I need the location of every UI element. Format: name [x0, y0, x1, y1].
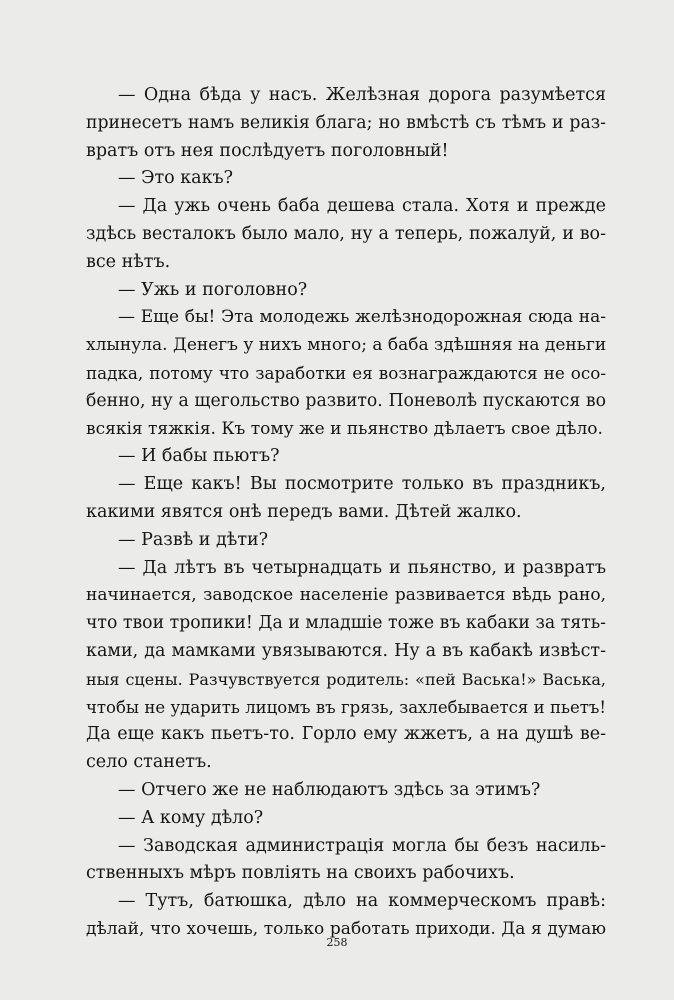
- text-line: — Развѣ и дѣти?: [118, 529, 269, 550]
- text-line: хлынула. Денегъ у нихъ много; а баба здѣшняя на деньги: [86, 335, 607, 356]
- text-line: ственныхъ мѣръ повліять на своихъ рабочихъ.: [86, 863, 515, 884]
- text-line: Да еще какъ пьетъ-то. Горло ему жжетъ, а на душѣ ве-: [86, 724, 606, 745]
- text-line: здѣсь весталокъ было мало, ну а теперь, пожалуй, и во-: [86, 223, 606, 244]
- text-line: — Еще какъ! Вы посмотрите только въ праздникъ,: [118, 474, 606, 495]
- text-line: — Да ужь очень баба дешева стала. Хотя и прежде: [118, 196, 606, 217]
- text-line: бенно, ну а щегольство развито. Поневолѣ пускаются во: [86, 390, 606, 411]
- text-line: — Да лѣтъ въ четырнадцать и пьянство, и развратъ: [118, 557, 606, 578]
- text-line: — Это какъ?: [118, 168, 234, 189]
- text-line: — Ужь и поголовно?: [118, 279, 308, 300]
- text-line: — Отчего же не наблюдаютъ здѣсь за этимъ?: [118, 779, 541, 800]
- text-line: село станетъ.: [86, 752, 212, 773]
- text-line: начинается, заводское населеніе развивается вѣдь рано,: [86, 585, 606, 606]
- text-line: что твои тропики! Да и младшіе тоже въ кабаки за тять-: [86, 613, 606, 634]
- text-line: — Еще бы! Эта молодежь желѣзнодорожная сюда на-: [118, 307, 606, 328]
- text-line: какими явятся онѣ передъ вами. Дѣтей жалко.: [86, 501, 522, 522]
- text-line: всякія тяжкія. Къ тому же и пьянство дѣлаетъ свое дѣло.: [86, 418, 603, 439]
- text-line: — И бабы пьютъ?: [118, 446, 280, 467]
- text-line: — Одна бѣда у насъ. Желѣзная дорога разумѣется: [118, 85, 606, 105]
- page-number: 258: [326, 936, 348, 949]
- text-line: — А кому дѣло?: [118, 807, 264, 828]
- text-line: ныя сцены. Разчувствуется родитель: «пей Васька!» Васька,: [86, 669, 606, 689]
- text-line: падка, потому что заработки ея вознаграждаются не осо-: [86, 362, 606, 383]
- text-line: ками, да мамками увязываются. Ну а въ кабакѣ извѣст-: [86, 640, 606, 661]
- text-line: дѣлай, что хочешь, только работать приходи. Да я думаю: [86, 918, 606, 939]
- text-line: вратъ отъ нея послѣдуетъ поголовный!: [86, 140, 449, 161]
- text-line: все нѣтъ.: [86, 251, 171, 272]
- text-line: — Заводская администрація могла бы безъ насиль-: [118, 835, 606, 856]
- body-text: [86, 82, 606, 944]
- text-line: — Тутъ, батюшка, дѣло на коммерческомъ правѣ:: [118, 891, 606, 912]
- text-line: принесетъ намъ великія блага; но вмѣстѣ съ тѣмъ и раз-: [86, 112, 606, 133]
- text-line: чтобы не ударить лицомъ въ грязь, захлебывается и пьетъ!: [86, 697, 606, 717]
